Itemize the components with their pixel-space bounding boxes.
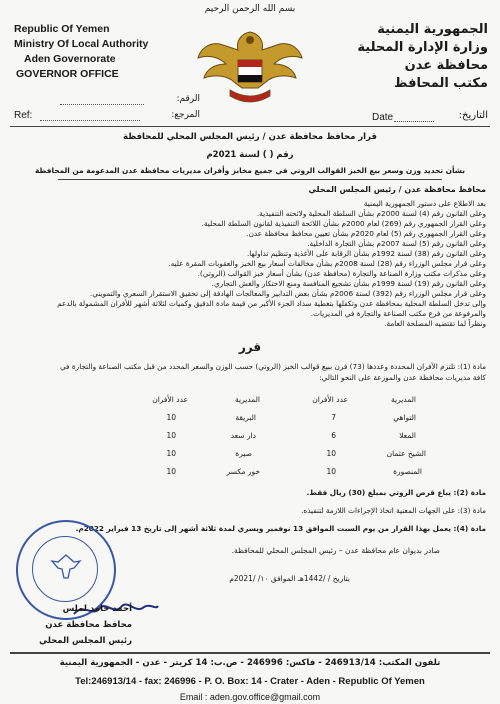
decides-heading: قرر [238, 340, 262, 354]
article-4: مادة (4): يعمل بهذا القرار من يوم السبت الموافق 13 نوفمبر ويسري لمدة ثلاثة أشهر إلى تاريخ 13 فبراير 2022م. [75, 524, 486, 533]
preamble-line-13: ونظراً لما تقتضيه المصلحة العامة. [384, 319, 486, 328]
preamble-line-4: وعلى القرار الجمهوري رقم (5) لعام 2020م بشأن تعيين محافظ محافظة عدن. [246, 229, 486, 238]
preamble-line-6: وعلى القانون رقم (38) لسنة 1992م بشأن الرقابة على الأغذية وتنظيم تداولها. [246, 249, 486, 258]
signatory-name: أحمد حامد لملس [62, 604, 132, 614]
table-cell-district: صيرة [235, 449, 252, 458]
date-field-line [394, 121, 434, 122]
footer-email: Email : aden.gov.office@gmail.com [179, 692, 321, 702]
decree-title: قرار محافظ محافظة عدن / رئيس المجلس المحلي للمحافظة [123, 132, 377, 142]
decree-issuer: محافظ محافظة عدن / رئيس المجلس المحلي [308, 185, 486, 194]
header-ar-line-3: محافظة عدن [404, 58, 488, 73]
col-header-count-1: عدد الأفران [312, 395, 348, 404]
date-label-ar: التاريخ: [458, 110, 488, 121]
preamble-line-7: وعلى قرار مجلس الوزراء رقم (28) لسنة 2008م بشأن مخالفات أسعار بيع الخبز والعقوبات المقرة عليه. [168, 259, 486, 268]
header-ar-line-1: الجمهورية اليمنية [377, 22, 488, 37]
table-cell-district: البريقة [235, 413, 256, 422]
signatory-title-2: رئيس المجلس المحلي [39, 636, 132, 646]
closing-issued: صادر بديوان عام محافظة عدن – رئيس المجلس المحلي للمحافظة. [231, 546, 440, 555]
preamble-line-10: وعلى قرار مجلس الوزراء رقم (392) لسنة 2006م بشأن بعض التدابير والمعالجات الهادفة إلى تحقيق الاستقرار السعري والتمويني. [89, 289, 486, 298]
table-cell-district: دار سعد [230, 431, 256, 440]
table-cell-district: المعلا [399, 431, 416, 440]
table-cell-district: الشيخ عثمان [386, 449, 426, 458]
decree-subject: بشأن تحديد وزن وسعر بيع الخبز القوالب الروتي في جميع مخابز وأفران مديريات محافظة عدن المدعومة من المحافظة [34, 166, 466, 175]
decree-number: رقم ( ) لسنة 2021م [206, 150, 294, 160]
subject-underline [58, 179, 442, 180]
date-label-en: Date [372, 112, 394, 123]
closing-date: بتاريخ / /1442هـ الموافق ١٠/ /2021م [229, 574, 350, 583]
article-3: مادة (3): على الجهات المعنية اتخاذ الإجراءات اللازمة لتنفيذه. [301, 506, 486, 515]
stamp-eagle-icon [50, 552, 82, 582]
table-cell-count: 7 [331, 413, 336, 422]
col-header-count-2: عدد الأفران [152, 395, 188, 404]
footer-english: Tel:246913/14 - fax: 246996 - P. O. Box: 14 - Crater - Aden - Republic Of Yemen [75, 676, 425, 687]
article-2: مادة (2): يباع قرص الروتي بمبلغ (30) ريال فقط. [306, 488, 486, 497]
table-cell-count: 10 [326, 449, 336, 458]
preamble-line-12: والمرفوعة من فرع مكتب الصناعة والتجارة في المديريات. [310, 309, 486, 318]
table-cell-count: 10 [166, 449, 176, 458]
header-divider [10, 126, 490, 127]
number-label: الرقم: [176, 94, 200, 104]
preamble-line-1: بعد الاطلاع على دستور الجمهورية اليمنية [363, 199, 486, 208]
preamble-line-2: وعلى القانون رقم (4) لسنة 2000م بشأن السلطة المحلية ولائحته التنفيذية. [256, 209, 486, 218]
header-en-line-2: Ministry Of Local Authority [14, 38, 149, 50]
table-cell-count: 10 [166, 467, 176, 476]
table-cell-count: 10 [326, 467, 336, 476]
yemen-eagle-emblem-icon [190, 24, 310, 114]
preamble-line-11: وإلى تدخل السلطة المحلية بمحافظة عدن وتكفلها بتغطية سداد الجزء الأكبر من قيمة مادة الدقيق وكميات لثلاثة أشهر للأفران المشمولة بالدعم [57, 299, 486, 308]
footer-arabic: تلفون المكتب: 246913/14 - فاكس: 246996 - ص.ب: 14 كريتر - عدن - الجمهورية اليمنية [59, 658, 441, 668]
footer-divider [10, 652, 490, 654]
col-header-district-2: المديرية [235, 395, 260, 404]
header-ar-line-4: مكتب المحافظ [394, 76, 488, 91]
article-1-line-2: كافة مديريات محافظة عدن والموزعة على النحو التالي: [319, 373, 486, 382]
table-cell-district: المنصورة [393, 467, 422, 476]
preamble-line-3: وعلى القرار الجمهوري رقم (269) لعام 2000م بشأن اللائحة التنفيذية لقانون السلطة المحلية. [201, 219, 486, 228]
signatory-title-1: محافظ محافظة عدن [45, 620, 132, 630]
ref-label: المرجع: [171, 110, 200, 120]
preamble-line-9: وعلى القانون رقم (19) لسنة 1999م بشأن تشجيع المنافسة ومنع الاحتكار والغش التجاري. [211, 279, 486, 288]
header-ar-line-2: وزارة الإدارة المحلية [357, 40, 488, 55]
header-en-line-1: Republic Of Yemen [14, 23, 110, 35]
table-cell-district: خور مكسر [226, 467, 260, 476]
col-header-district-1: المديرية [391, 395, 416, 404]
table-cell-count: 10 [166, 431, 176, 440]
table-cell-count: 6 [331, 431, 336, 440]
header-en-line-4: GOVERNOR OFFICE [16, 68, 119, 80]
table-cell-district: التواهي [393, 413, 416, 422]
number-field-line [60, 104, 144, 105]
preamble-line-8: وعلى مذكرات مكتب وزارة الصناعة والتجارة (محافظة عدن) بشأن أسعار خبز القوالب (الروتي). [197, 269, 486, 278]
article-1-line-1: مادة (1): تلتزم الأفران المحددة وعددها (73) فرن ببيع قوالب الخبز (الروتي) حسب الوزن والسعر المحدد من قبل مكتب الصناعة والتجارة في [59, 362, 486, 371]
ref-label-en: Ref: [14, 110, 33, 121]
basmala: بسم الله الرحمن الرحيم [204, 4, 296, 14]
preamble-line-5: وعلى القانون رقم (5) لسنة 2007م بشأن التجارة الداخلية. [307, 239, 486, 248]
header-en-line-3: Aden Governorate [24, 53, 116, 65]
ref-field-line [40, 120, 140, 121]
table-cell-count: 10 [166, 413, 176, 422]
